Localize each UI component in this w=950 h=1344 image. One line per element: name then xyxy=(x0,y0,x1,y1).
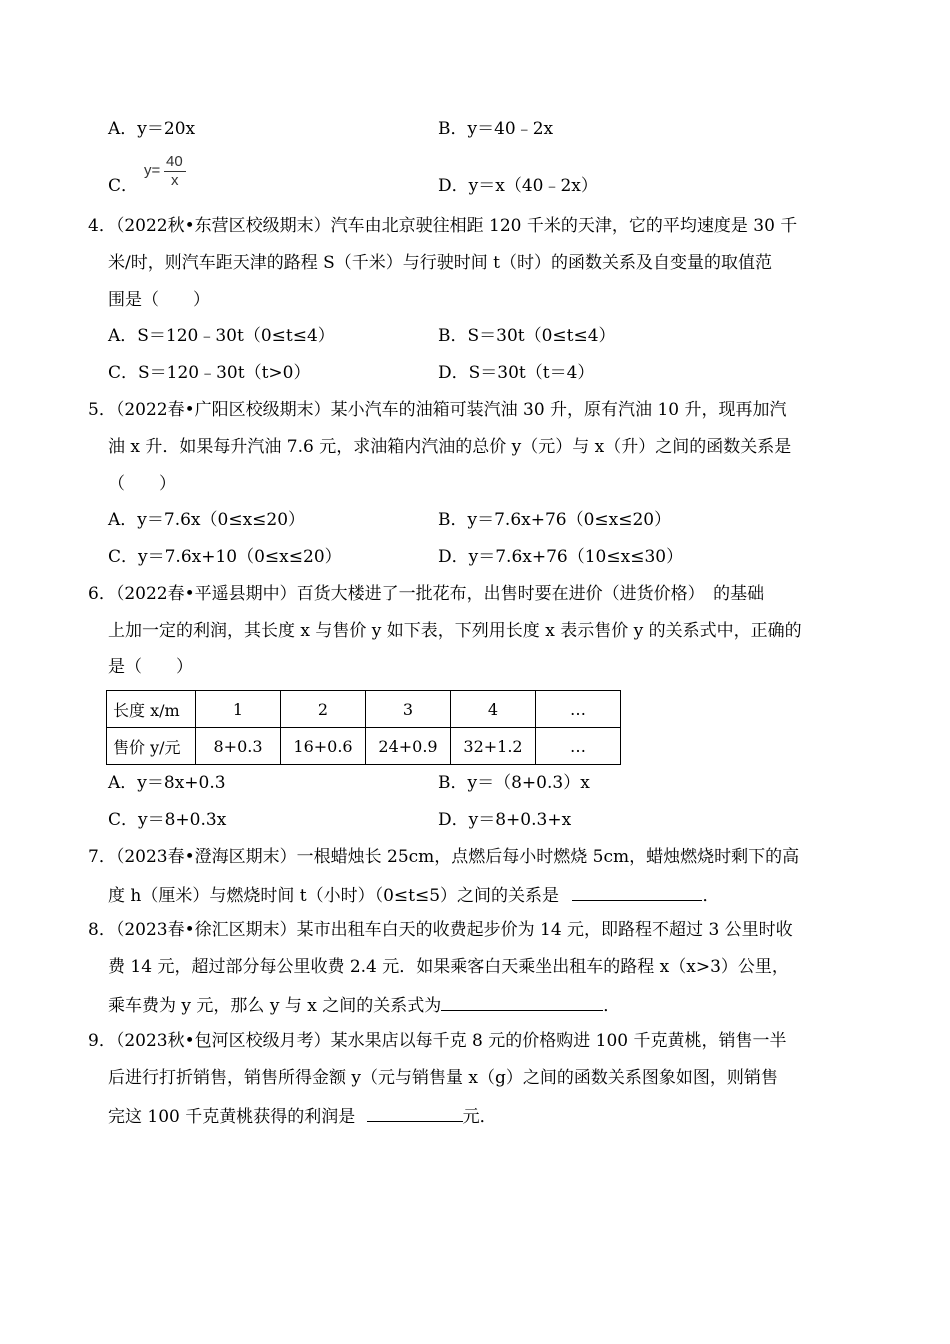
q5-option-d: D．y＝7.6x+76（10≤x≤30） xyxy=(438,547,684,567)
q4-option-b: B．S＝30t（0≤t≤4） xyxy=(438,326,616,346)
q9-stem-text: 完这 100 千克黄桃获得的利润是 xyxy=(108,1107,356,1127)
q8-period: ． xyxy=(603,996,621,1016)
table-cell: 16+0.6 xyxy=(281,728,366,765)
table-row xyxy=(107,691,621,728)
q5-option-a: A．y＝7.6x（0≤x≤20） xyxy=(108,510,306,530)
q6-option-c: C．y＝8+0.3x xyxy=(108,810,227,830)
q3-option-c-label: C． xyxy=(108,176,139,196)
q5-stem-line-1: 5．（2022春•广阳区校级期末）某小汽车的油箱可装汽油 30 升，原有汽油 10 升，现再加汽 xyxy=(88,400,787,420)
table-cell: 3 xyxy=(366,691,451,728)
table-cell: 1 xyxy=(196,691,281,728)
q9-stem-line-1: 9．（2023秋•包河区校级月考）某水果店以每千克 8 元的价格购进 100 千克黄桃，销售一半 xyxy=(88,1031,787,1051)
q6-option-a: A．y＝8x+0.3 xyxy=(108,773,226,793)
q6-stem-line-3: 是（ ） xyxy=(108,657,193,677)
q5-option-b: B．y＝7.6x+76（0≤x≤20） xyxy=(438,510,672,530)
fraction-numerator: 40 xyxy=(166,153,183,170)
q4-option-d: D．S＝30t（t＝4） xyxy=(438,363,595,383)
table-cell: 2 xyxy=(281,691,366,728)
table-cell: 4 xyxy=(451,691,536,728)
q5-option-c: C．y＝7.6x+10（0≤x≤20） xyxy=(108,547,342,567)
q6-stem-line-1: 6．（2022春•平遥县期中）百货大楼进了一批花布，出售时要在进价（进货价格） 的基础 xyxy=(88,584,765,604)
q8-answer-blank[interactable] xyxy=(441,992,603,1011)
q7-stem-line-2 xyxy=(108,882,719,908)
q5-stem-line-2: 油 x 升．如果每升汽油 7.6 元，求油箱内汽油的总价 y（元）与 x（升）之间的函数关系是 xyxy=(108,437,792,457)
fraction-lhs: y= xyxy=(144,162,161,179)
table-cell: 32+1.2 xyxy=(451,728,536,765)
q7-stem-text: 度 h（厘米）与燃烧时间 t（小时）（0≤t≤5）之间的关系是 xyxy=(108,886,560,906)
q3-option-d: D．y＝x（40﹣2x） xyxy=(438,176,598,196)
table-cell: … xyxy=(536,728,621,765)
table-cell: … xyxy=(536,691,621,728)
q6-option-b: B．y＝（8+0.3）x xyxy=(438,773,590,793)
table-row xyxy=(107,728,621,765)
q9-answer-blank[interactable] xyxy=(367,1103,463,1122)
table-cell: 8+0.3 xyxy=(196,728,281,765)
q7-stem-line-1: 7．（2023春•澄海区期末）一根蜡烛长 25cm，点燃后每小时燃烧 5cm，蜡烛燃烧时剩下的高 xyxy=(88,847,800,867)
q8-stem-line-2: 费 14 元，超过部分每公里收费 2.4 元．如果乘客白天乘坐出租车的路程 x（x>3）公里， xyxy=(108,957,789,977)
q8-stem-line-1: 8．（2023春•徐汇区期末）某市出租车白天的收费起步价为 14 元，即路程不超过 3 公里时收 xyxy=(88,920,793,940)
q6-stem-line-2: 上加一定的利润，其长度 x 与售价 y 如下表，下列用长度 x 表示售价 y 的关系式中，正确的 xyxy=(108,621,802,641)
q4-option-a: A．S＝120﹣30t（0≤t≤4） xyxy=(108,326,335,346)
q5-stem-line-3: （ ） xyxy=(108,474,176,494)
q8-stem-text: 乘车费为 y 元，那么 y 与 x 之间的关系式为 xyxy=(108,996,442,1016)
q3-option-b: B．y＝40﹣2x xyxy=(438,119,554,139)
length-price-table xyxy=(106,690,621,765)
q6-option-d: D．y＝8+0.3+x xyxy=(438,810,572,830)
q4-stem-line-3: 围是（ ） xyxy=(108,290,210,310)
q9-stem-line-2: 后进行打折销售，销售所得金额 y（元与销售量 x（g）之间的函数关系图象如图，则销售 xyxy=(108,1068,778,1088)
q4-stem-line-2: 米/时，则汽车距天津的路程 S（千米）与行驶时间 t（时）的函数关系及自变量的取值范 xyxy=(108,253,773,273)
q4-option-c: C．S＝120﹣30t（t>0） xyxy=(108,363,311,383)
table-header-price: 售价 y/元 xyxy=(107,728,196,765)
fraction-denominator: x xyxy=(171,172,179,189)
q7-answer-blank[interactable] xyxy=(572,882,702,901)
q4-stem-line-1: 4．（2022秋•东营区校级期末）汽车由北京驶往相距 120 千米的天津，它的平均速度是 30 千 xyxy=(88,216,798,236)
table-header-length: 长度 x/m xyxy=(107,691,196,728)
table-cell: 24+0.9 xyxy=(366,728,451,765)
q8-stem-line-3 xyxy=(108,992,620,1018)
q9-unit: 元． xyxy=(462,1107,497,1127)
q7-period: ． xyxy=(702,886,720,906)
q9-stem-line-3 xyxy=(108,1103,497,1129)
q3-option-a: A．y＝20x xyxy=(108,119,196,139)
